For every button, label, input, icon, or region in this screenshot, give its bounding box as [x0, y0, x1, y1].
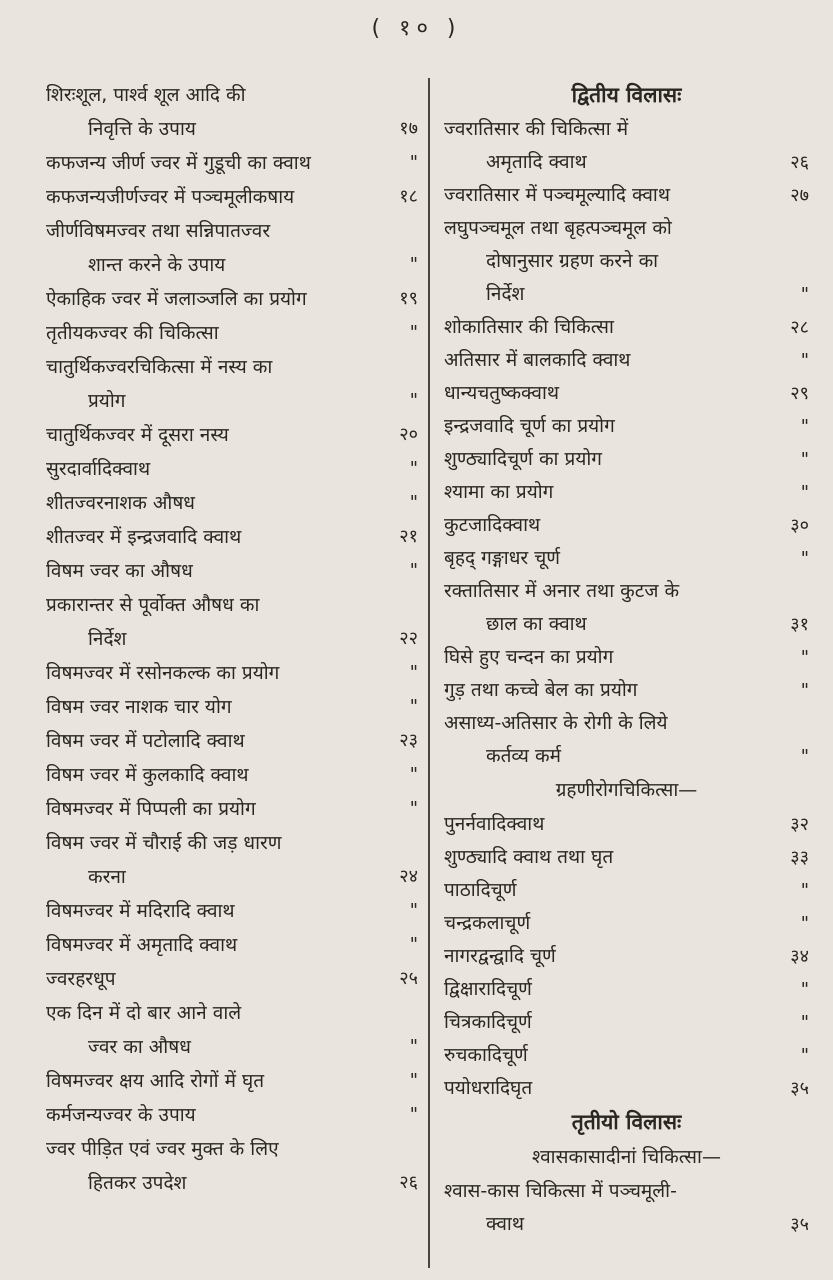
- entry-title: ऐकाहिक ज्वर में जलाञ्जलि का प्रयोग: [46, 288, 307, 310]
- toc-entry: [46, 724, 418, 758]
- entry-title: घिसे हुए चन्दन का प्रयोग: [444, 646, 614, 668]
- toc-entry: [444, 377, 809, 410]
- entry-title: विषमज्वर क्षय आदि रोगों में घृत: [46, 1070, 265, 1092]
- entry-title: विषमज्वर में अमृतादि क्वाथ: [46, 934, 238, 956]
- entry-title: कर्मजन्यज्वर के उपाय: [46, 1104, 196, 1126]
- entry-page-number: ": [800, 482, 809, 503]
- entry-page-number: ": [409, 1070, 418, 1091]
- toc-entry: [46, 792, 418, 826]
- entry-page-number: २१: [399, 526, 418, 547]
- entry-title: श्वास-कास चिकित्सा में पञ्चमूली-: [444, 1180, 677, 1202]
- page-number: ( १० ): [371, 16, 462, 41]
- entry-page-number: ": [409, 662, 418, 683]
- entry-page-number: ": [409, 1104, 418, 1125]
- entry-title: ज्वरहरधूप: [46, 968, 116, 990]
- entry-title: विषम ज्वर का औषध: [46, 560, 193, 582]
- entry-page-number: १७: [399, 118, 418, 139]
- entry-title: जीर्णविषमज्वर तथा सन्निपातज्वर: [46, 220, 271, 242]
- entry-title: रुचकादिचूर्ण: [444, 1044, 528, 1066]
- toc-entry: [46, 996, 418, 1064]
- entry-title: शोकातिसार की चिकित्सा: [444, 316, 614, 338]
- entry-title-continued: निवृत्ति के उपाय: [88, 118, 196, 140]
- entry-title-continued: निर्देश: [88, 628, 127, 650]
- entry-page-number: २४: [399, 866, 418, 887]
- entry-title-continued: क्वाथ: [486, 1213, 524, 1235]
- entry-title: पयोधरादिघृत: [444, 1077, 533, 1099]
- entry-title-continued: हितकर उपदेश: [88, 1172, 187, 1194]
- entry-page-number: ": [800, 979, 809, 1000]
- entry-page-number: ": [800, 746, 809, 767]
- entry-title: विषमज्वर में पिप्पली का प्रयोग: [46, 798, 256, 820]
- entry-title-continued: प्रयोग: [88, 390, 126, 412]
- entry-title: पुनर्नवादिक्वाथ: [444, 813, 545, 835]
- entry-title: चित्रकादिचूर्ण: [444, 1011, 532, 1033]
- entry-title: तृतीयकज्वर की चिकित्सा: [46, 322, 219, 344]
- entry-title: इन्द्रजवादि चूर्ण का प्रयोग: [444, 415, 615, 437]
- entry-title: ज्वर पीड़ित एवं ज्वर मुक्त के लिए: [46, 1138, 279, 1160]
- right-entries-c: [444, 1175, 809, 1241]
- entry-title-continued: निर्देश: [486, 283, 525, 305]
- toc-entry: [444, 311, 809, 344]
- toc-entry: [46, 826, 418, 894]
- toc-entry: [444, 841, 809, 874]
- toc-entry: [444, 113, 809, 179]
- toc-entry: [46, 588, 418, 656]
- entry-title-continued: शान्त करने के उपाय: [88, 254, 226, 276]
- entry-title-continued: कर्तव्य कर्म: [486, 745, 561, 767]
- entry-page-number: ३१: [790, 614, 809, 635]
- section-heading-dvitiya-vilas: द्वितीय विलासः: [571, 83, 682, 107]
- entry-page-number: २३: [399, 730, 418, 751]
- entry-page-number: ": [409, 458, 418, 479]
- entry-page-number: ": [409, 152, 418, 173]
- entry-title: चातुर्थिकज्वरचिकित्सा में नस्य का: [46, 356, 273, 378]
- toc-entry: [444, 509, 809, 542]
- entry-page-number: २०: [399, 424, 418, 445]
- entry-page-number: ": [409, 900, 418, 921]
- entry-page-number: ": [800, 1012, 809, 1033]
- left-column: [46, 78, 418, 1200]
- toc-entry: [46, 1064, 418, 1098]
- entry-page-number: ": [800, 880, 809, 901]
- entry-page-number: ३५: [790, 1078, 809, 1099]
- toc-entry: [444, 179, 809, 212]
- entry-page-number: २६: [790, 152, 809, 173]
- entry-title: चातुर्थिकज्वर में दूसरा नस्य: [46, 424, 229, 446]
- entry-page-number: २५: [399, 968, 418, 989]
- entry-title-continued: अमृतादि क्वाथ: [486, 151, 587, 173]
- toc-entry: [46, 418, 418, 452]
- entry-page-number: ": [409, 254, 418, 275]
- toc-entry: [444, 907, 809, 940]
- entry-title: सुरदार्वादिक्वाथ: [46, 458, 151, 480]
- entry-page-number: २७: [790, 185, 809, 206]
- entry-title: असाध्य-अतिसार के रोगी के लिये: [444, 712, 668, 734]
- toc-entry: [444, 212, 809, 311]
- entry-page-number: ३४: [790, 946, 809, 967]
- entry-page-number: ": [800, 449, 809, 470]
- toc-entry: [444, 476, 809, 509]
- toc-entry: [46, 690, 418, 724]
- entry-title: शिरःशूल, पार्श्व शूल आदि की: [46, 84, 246, 106]
- entry-title: विषम ज्वर में कुलकादि क्वाथ: [46, 764, 249, 786]
- entry-title-continued: करना: [88, 866, 126, 888]
- toc-entry: [46, 316, 418, 350]
- entry-page-number: ": [800, 647, 809, 668]
- entry-title-continued: दोषानुसार ग्रहण करने का: [486, 250, 659, 272]
- toc-entry: [46, 214, 418, 282]
- toc-entry: [444, 344, 809, 377]
- toc-entry: [46, 282, 418, 316]
- entry-title: ज्वरातिसार में पञ्चमूल्यादि क्वाथ: [444, 184, 670, 206]
- entry-title: श्यामा का प्रयोग: [444, 481, 554, 503]
- entry-title: शुण्ठ्यादिचूर्ण का प्रयोग: [444, 448, 602, 470]
- entry-title: धान्यचतुष्कक्वाथ: [444, 382, 560, 404]
- toc-entry: [46, 758, 418, 792]
- entry-page-number: ३५: [790, 1214, 809, 1235]
- toc-entry: [46, 656, 418, 690]
- entry-title: विषमज्वर में रसोनकल्क का प्रयोग: [46, 662, 280, 684]
- entry-title: कफजन्यजीर्णज्वर में पञ्चमूलीकषाय: [46, 186, 295, 208]
- toc-entry: [444, 641, 809, 674]
- toc-entry: [444, 542, 809, 575]
- entry-page-number: ३३: [790, 847, 809, 868]
- column-divider: [428, 78, 430, 1268]
- toc-entry: [46, 554, 418, 588]
- entry-page-number: २९: [790, 383, 809, 404]
- toc-entry: [444, 707, 809, 773]
- entry-title: चन्द्रकलाचूर्ण: [444, 912, 531, 934]
- entry-page-number: ": [800, 548, 809, 569]
- toc-entry: [444, 1072, 809, 1105]
- toc-entry: [444, 575, 809, 641]
- entry-page-number: ": [409, 764, 418, 785]
- entry-page-number: ३२: [790, 814, 809, 835]
- toc-entry: [444, 973, 809, 1006]
- entry-page-number: ": [800, 416, 809, 437]
- subheading-grahani: ग्रहणीरोगचिकित्सा—: [555, 779, 698, 801]
- entry-title: विषमज्वर में मदिरादि क्वाथ: [46, 900, 235, 922]
- entry-page-number: ३०: [790, 515, 809, 536]
- toc-entry: [46, 452, 418, 486]
- toc-entry: [46, 350, 418, 418]
- entry-page-number: ": [409, 560, 418, 581]
- entry-page-number: ": [409, 934, 418, 955]
- toc-entry: [444, 808, 809, 841]
- right-entries-a: [444, 113, 809, 773]
- entry-title: कुटजादिक्वाथ: [444, 514, 541, 536]
- entry-title: बृहद् गङ्गाधर चूर्ण: [444, 547, 561, 569]
- entry-page-number: ": [409, 1036, 418, 1057]
- toc-entry: [46, 180, 418, 214]
- entry-page-number: ": [800, 680, 809, 701]
- entry-title: एक दिन में दो बार आने वाले: [46, 1002, 242, 1024]
- toc-entry: [444, 940, 809, 973]
- entry-title: प्रकारान्तर से पूर्वोक्त औषध का: [46, 594, 260, 616]
- entry-page-number: २८: [790, 317, 809, 338]
- toc-entry: [46, 894, 418, 928]
- right-entries-b: [444, 808, 809, 1105]
- toc-entry: [46, 146, 418, 180]
- entry-page-number: ": [800, 913, 809, 934]
- entry-page-number: १८: [399, 186, 418, 207]
- subheading-shvas-kas: श्वासकासादीनां चिकित्सा—: [532, 1146, 721, 1168]
- entry-title: द्विक्षारादिचूर्ण: [444, 978, 532, 1000]
- entry-page-number: ": [800, 284, 809, 305]
- entry-page-number: ": [409, 696, 418, 717]
- section-heading-tritiya-vilas: तृतीयो विलासः: [571, 1110, 682, 1134]
- toc-entry: [46, 520, 418, 554]
- entry-title: शुण्ठ्यादि क्वाथ तथा घृत: [444, 846, 614, 868]
- toc-entry: [444, 1175, 809, 1241]
- entry-page-number: ": [409, 390, 418, 411]
- entry-page-number: ": [800, 1045, 809, 1066]
- toc-entry: [46, 1132, 418, 1200]
- entry-page-number: २२: [399, 628, 418, 649]
- toc-entry: [444, 410, 809, 443]
- toc-entry: [46, 928, 418, 962]
- entry-title: अतिसार में बालकादि क्वाथ: [444, 349, 631, 371]
- entry-title: शीतज्वर में इन्द्रजवादि क्वाथ: [46, 526, 242, 548]
- entry-page-number: १९: [399, 288, 418, 309]
- entry-page-number: ": [409, 798, 418, 819]
- entry-title: ज्वरातिसार की चिकित्सा में: [444, 118, 629, 140]
- entry-title: शीतज्वरनाशक औषध: [46, 492, 195, 514]
- entry-title: विषम ज्वर में पटोलादि क्वाथ: [46, 730, 245, 752]
- entry-page-number: ": [409, 492, 418, 513]
- toc-entry: [444, 1006, 809, 1039]
- toc-entry: [444, 1039, 809, 1072]
- right-column: [444, 78, 809, 1241]
- entry-title: लघुपञ्चमूल तथा बृहत्पञ्चमूल को: [444, 217, 672, 239]
- entry-page-number: २६: [399, 1172, 418, 1193]
- toc-entry: [444, 674, 809, 707]
- entry-title: कफजन्य जीर्ण ज्वर में गुडूची का क्वाथ: [46, 152, 311, 174]
- entry-title: गुड़ तथा कच्चे बेल का प्रयोग: [444, 679, 638, 701]
- toc-entry: [444, 443, 809, 476]
- toc-entry: [46, 962, 418, 996]
- entry-title: पाठादिचूर्ण: [444, 879, 517, 901]
- toc-entry: [46, 1098, 418, 1132]
- entry-title: रक्तातिसार में अनार तथा कुटज के: [444, 580, 680, 602]
- toc-entry: [46, 486, 418, 520]
- entry-title: विषम ज्वर में चौराई की जड़ धारण: [46, 832, 282, 854]
- toc-entry: [444, 874, 809, 907]
- entry-title: विषम ज्वर नाशक चार योग: [46, 696, 232, 718]
- toc-entry: [46, 78, 418, 146]
- entry-title-continued: ज्वर का औषध: [88, 1036, 191, 1058]
- entry-page-number: ": [409, 322, 418, 343]
- entry-page-number: ": [800, 350, 809, 371]
- entry-title-continued: छाल का क्वाथ: [486, 613, 587, 635]
- entry-title: नागरद्वन्द्वादि चूर्ण: [444, 945, 556, 967]
